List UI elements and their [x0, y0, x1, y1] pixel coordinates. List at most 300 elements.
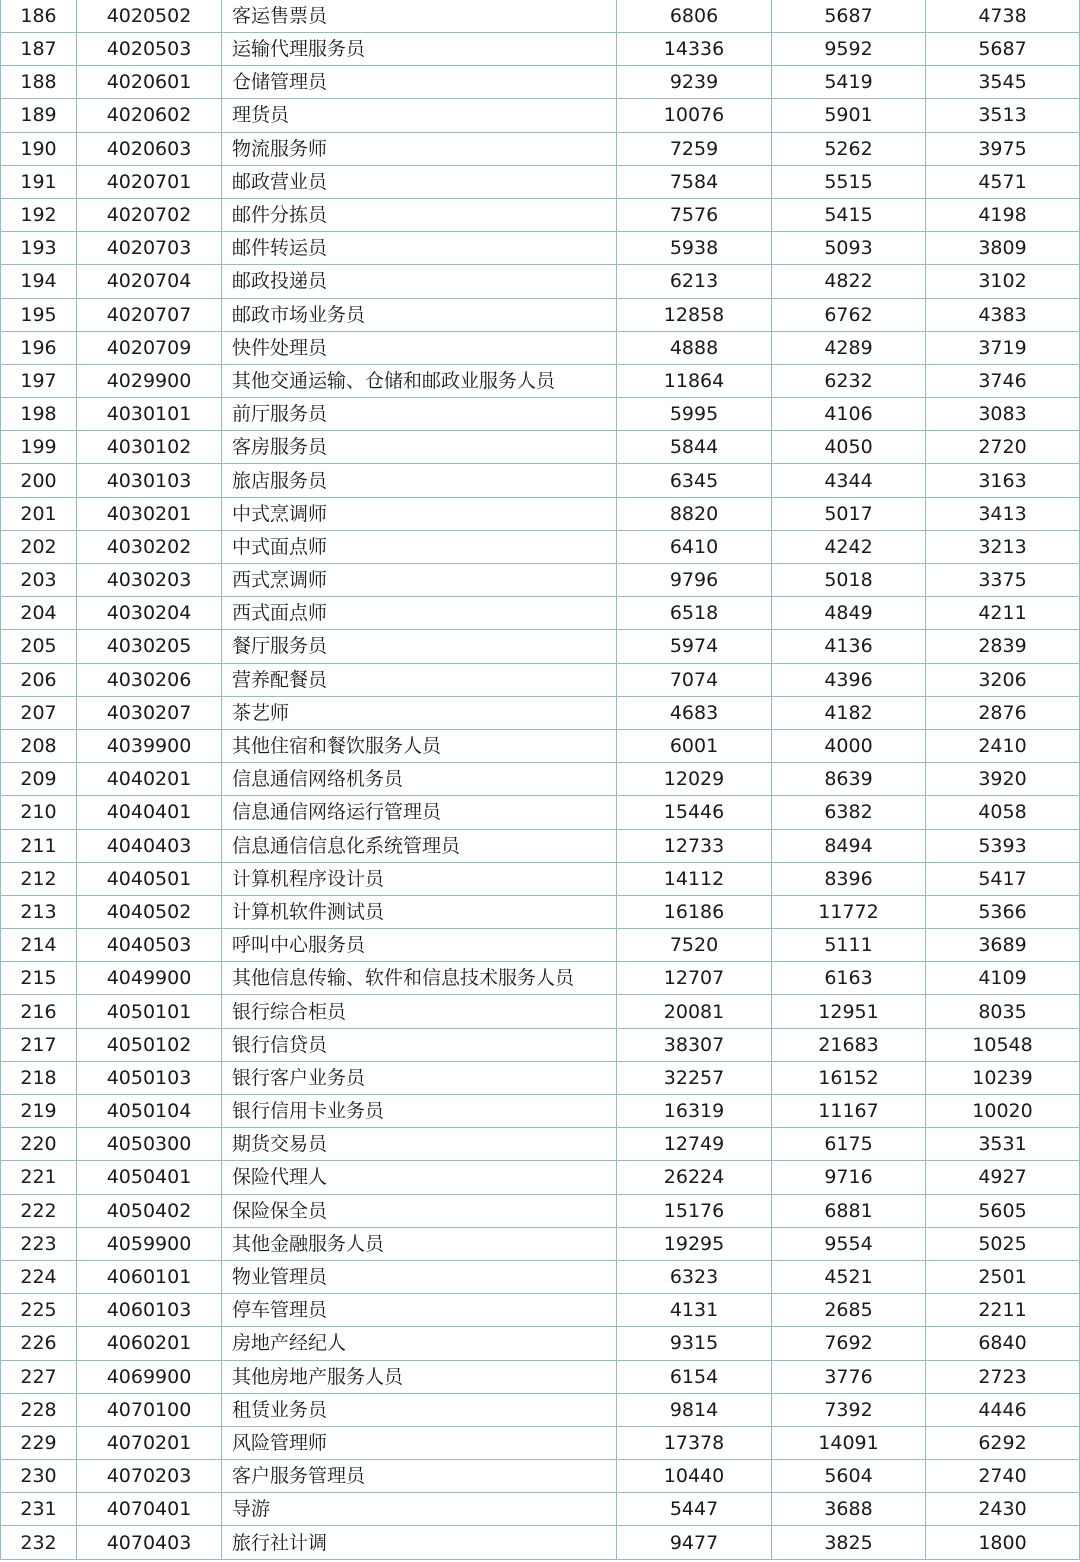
value-median-cell: 4289	[772, 331, 926, 364]
row-number-cell: 190	[1, 132, 77, 165]
table-row	[1, 1061, 1080, 1094]
occupation-name-cell: 风险管理师	[222, 1426, 617, 1459]
occupation-code-cell: 4020704	[77, 265, 222, 298]
occupation-code-cell: 4050300	[77, 1128, 222, 1161]
value-high-cell: 12029	[617, 763, 772, 796]
table-row	[1, 829, 1080, 862]
value-high-cell: 5844	[617, 431, 772, 464]
occupation-name-cell: 邮件分拣员	[222, 198, 617, 231]
occupation-name-cell: 茶艺师	[222, 696, 617, 729]
table-row	[1, 198, 1080, 231]
value-median-cell: 9554	[772, 1227, 926, 1260]
value-low-cell: 5393	[926, 829, 1080, 862]
row-number-cell: 211	[1, 829, 77, 862]
occupation-name-cell: 客运售票员	[222, 0, 617, 33]
occupation-name-cell: 物流服务师	[222, 132, 617, 165]
row-number-cell: 228	[1, 1393, 77, 1426]
value-low-cell: 2410	[926, 729, 1080, 762]
value-low-cell: 5605	[926, 1194, 1080, 1227]
table-row	[1, 0, 1080, 33]
occupation-code-cell: 4070203	[77, 1460, 222, 1493]
table-row	[1, 364, 1080, 397]
occupation-code-cell: 4030204	[77, 597, 222, 630]
table-row	[1, 33, 1080, 66]
table-row	[1, 1128, 1080, 1161]
table-row	[1, 1360, 1080, 1393]
occupation-code-cell: 4050402	[77, 1194, 222, 1227]
occupation-code-cell: 4050103	[77, 1061, 222, 1094]
value-high-cell: 4131	[617, 1294, 772, 1327]
value-high-cell: 7584	[617, 165, 772, 198]
value-low-cell: 3375	[926, 564, 1080, 597]
table-row	[1, 1526, 1080, 1559]
value-low-cell: 2876	[926, 696, 1080, 729]
row-number-cell: 209	[1, 763, 77, 796]
value-median-cell: 2685	[772, 1294, 926, 1327]
value-median-cell: 14091	[772, 1426, 926, 1459]
value-median-cell: 9592	[772, 33, 926, 66]
value-median-cell: 5018	[772, 564, 926, 597]
table-row	[1, 165, 1080, 198]
value-median-cell: 3688	[772, 1493, 926, 1526]
occupation-code-cell: 4020601	[77, 66, 222, 99]
occupation-code-cell: 4060201	[77, 1327, 222, 1360]
value-high-cell: 10440	[617, 1460, 772, 1493]
value-low-cell: 3545	[926, 66, 1080, 99]
occupation-name-cell: 其他交通运输、仓储和邮政业服务人员	[222, 364, 617, 397]
value-median-cell: 8396	[772, 862, 926, 895]
row-number-cell: 202	[1, 530, 77, 563]
row-number-cell: 193	[1, 232, 77, 265]
value-median-cell: 6175	[772, 1128, 926, 1161]
row-number-cell: 225	[1, 1294, 77, 1327]
occupation-name-cell: 邮政投递员	[222, 265, 617, 298]
occupation-code-cell: 4040401	[77, 796, 222, 829]
value-median-cell: 7692	[772, 1327, 926, 1360]
row-number-cell: 218	[1, 1061, 77, 1094]
occupation-code-cell: 4040403	[77, 829, 222, 862]
occupation-code-cell: 4020702	[77, 198, 222, 231]
value-median-cell: 4396	[772, 663, 926, 696]
value-low-cell: 2723	[926, 1360, 1080, 1393]
table-row	[1, 1294, 1080, 1327]
value-high-cell: 6323	[617, 1260, 772, 1293]
value-high-cell: 32257	[617, 1061, 772, 1094]
occupation-code-cell: 4070201	[77, 1426, 222, 1459]
table-row	[1, 1493, 1080, 1526]
value-high-cell: 11864	[617, 364, 772, 397]
row-number-cell: 189	[1, 99, 77, 132]
value-high-cell: 4888	[617, 331, 772, 364]
table-row	[1, 1194, 1080, 1227]
value-median-cell: 21683	[772, 1028, 926, 1061]
value-high-cell: 10076	[617, 99, 772, 132]
occupation-code-cell: 4040201	[77, 763, 222, 796]
value-low-cell: 3746	[926, 364, 1080, 397]
value-high-cell: 9796	[617, 564, 772, 597]
occupation-code-cell: 4040503	[77, 929, 222, 962]
occupation-code-cell: 4039900	[77, 729, 222, 762]
value-median-cell: 5687	[772, 0, 926, 33]
row-number-cell: 188	[1, 66, 77, 99]
occupation-name-cell: 银行信用卡业务员	[222, 1095, 617, 1128]
occupation-name-cell: 快件处理员	[222, 331, 617, 364]
table-row	[1, 1095, 1080, 1128]
table-row	[1, 1393, 1080, 1426]
value-median-cell: 3776	[772, 1360, 926, 1393]
value-low-cell: 8035	[926, 995, 1080, 1028]
row-number-cell: 201	[1, 497, 77, 530]
occupation-code-cell: 4020603	[77, 132, 222, 165]
occupation-code-cell: 4020503	[77, 33, 222, 66]
table-row	[1, 431, 1080, 464]
value-high-cell: 17378	[617, 1426, 772, 1459]
value-high-cell: 6213	[617, 265, 772, 298]
value-high-cell: 6806	[617, 0, 772, 33]
value-high-cell: 6518	[617, 597, 772, 630]
value-median-cell: 8494	[772, 829, 926, 862]
value-high-cell: 12749	[617, 1128, 772, 1161]
value-low-cell: 4927	[926, 1161, 1080, 1194]
value-low-cell: 3531	[926, 1128, 1080, 1161]
table-row	[1, 862, 1080, 895]
table-row	[1, 696, 1080, 729]
value-high-cell: 8820	[617, 497, 772, 530]
table-row	[1, 796, 1080, 829]
row-number-cell: 230	[1, 1460, 77, 1493]
row-number-cell: 186	[1, 0, 77, 33]
row-number-cell: 212	[1, 862, 77, 895]
row-number-cell: 198	[1, 398, 77, 431]
value-median-cell: 6382	[772, 796, 926, 829]
occupation-name-cell: 停车管理员	[222, 1294, 617, 1327]
table-row	[1, 1161, 1080, 1194]
row-number-cell: 217	[1, 1028, 77, 1061]
occupation-name-cell: 邮政营业员	[222, 165, 617, 198]
occupation-code-cell: 4040502	[77, 895, 222, 928]
value-high-cell: 16186	[617, 895, 772, 928]
row-number-cell: 194	[1, 265, 77, 298]
value-high-cell: 6345	[617, 464, 772, 497]
occupation-name-cell: 营养配餐员	[222, 663, 617, 696]
table-row	[1, 962, 1080, 995]
value-high-cell: 9239	[617, 66, 772, 99]
value-median-cell: 6881	[772, 1194, 926, 1227]
occupation-name-cell: 信息通信网络机务员	[222, 763, 617, 796]
occupation-code-cell: 4030101	[77, 398, 222, 431]
value-median-cell: 5017	[772, 497, 926, 530]
row-number-cell: 224	[1, 1260, 77, 1293]
occupation-name-cell: 西式面点师	[222, 597, 617, 630]
occupation-name-cell: 西式烹调师	[222, 564, 617, 597]
value-median-cell: 4822	[772, 265, 926, 298]
table-row	[1, 1460, 1080, 1493]
value-low-cell: 5417	[926, 862, 1080, 895]
value-high-cell: 7074	[617, 663, 772, 696]
occupation-code-cell: 4030103	[77, 464, 222, 497]
occupation-code-cell: 4069900	[77, 1360, 222, 1393]
value-low-cell: 10020	[926, 1095, 1080, 1128]
occupation-name-cell: 其他住宿和餐饮服务人员	[222, 729, 617, 762]
row-number-cell: 220	[1, 1128, 77, 1161]
value-median-cell: 8639	[772, 763, 926, 796]
occupation-code-cell: 4020703	[77, 232, 222, 265]
value-low-cell: 10548	[926, 1028, 1080, 1061]
occupation-code-cell: 4040501	[77, 862, 222, 895]
value-high-cell: 7259	[617, 132, 772, 165]
value-low-cell: 2740	[926, 1460, 1080, 1493]
value-median-cell: 16152	[772, 1061, 926, 1094]
occupation-name-cell: 中式面点师	[222, 530, 617, 563]
value-high-cell: 20081	[617, 995, 772, 1028]
occupation-name-cell: 邮件转运员	[222, 232, 617, 265]
table-row	[1, 464, 1080, 497]
row-number-cell: 222	[1, 1194, 77, 1227]
row-number-cell: 191	[1, 165, 77, 198]
value-high-cell: 14336	[617, 33, 772, 66]
value-low-cell: 4571	[926, 165, 1080, 198]
table-row	[1, 398, 1080, 431]
value-high-cell: 7520	[617, 929, 772, 962]
value-median-cell: 4849	[772, 597, 926, 630]
occupation-name-cell: 银行信贷员	[222, 1028, 617, 1061]
occupation-code-cell: 4020602	[77, 99, 222, 132]
occupation-code-cell: 4050401	[77, 1161, 222, 1194]
table-row	[1, 331, 1080, 364]
occupation-name-cell: 信息通信网络运行管理员	[222, 796, 617, 829]
value-high-cell: 5447	[617, 1493, 772, 1526]
table-row	[1, 298, 1080, 331]
row-number-cell: 197	[1, 364, 77, 397]
row-number-cell: 199	[1, 431, 77, 464]
occupation-name-cell: 客户服务管理员	[222, 1460, 617, 1493]
value-low-cell: 4446	[926, 1393, 1080, 1426]
value-median-cell: 5093	[772, 232, 926, 265]
value-low-cell: 3213	[926, 530, 1080, 563]
occupation-code-cell: 4029900	[77, 364, 222, 397]
occupation-code-cell: 4020701	[77, 165, 222, 198]
value-median-cell: 11167	[772, 1095, 926, 1128]
table-row	[1, 99, 1080, 132]
value-low-cell: 3413	[926, 497, 1080, 530]
table-row	[1, 663, 1080, 696]
occupation-name-cell: 保险代理人	[222, 1161, 617, 1194]
table-row	[1, 564, 1080, 597]
value-low-cell: 3719	[926, 331, 1080, 364]
occupation-name-cell: 旅店服务员	[222, 464, 617, 497]
value-median-cell: 4182	[772, 696, 926, 729]
value-low-cell: 1800	[926, 1526, 1080, 1559]
value-high-cell: 6154	[617, 1360, 772, 1393]
occupation-name-cell: 邮政市场业务员	[222, 298, 617, 331]
row-number-cell: 187	[1, 33, 77, 66]
occupation-name-cell: 中式烹调师	[222, 497, 617, 530]
row-number-cell: 213	[1, 895, 77, 928]
value-low-cell: 2211	[926, 1294, 1080, 1327]
row-number-cell: 227	[1, 1360, 77, 1393]
value-low-cell: 3689	[926, 929, 1080, 962]
row-number-cell: 226	[1, 1327, 77, 1360]
value-low-cell: 3920	[926, 763, 1080, 796]
row-number-cell: 195	[1, 298, 77, 331]
occupation-code-cell: 4030202	[77, 530, 222, 563]
value-low-cell: 3102	[926, 265, 1080, 298]
table-row	[1, 1028, 1080, 1061]
occupation-name-cell: 计算机软件测试员	[222, 895, 617, 928]
row-number-cell: 214	[1, 929, 77, 962]
occupation-name-cell: 信息通信信息化系统管理员	[222, 829, 617, 862]
value-high-cell: 38307	[617, 1028, 772, 1061]
occupation-name-cell: 仓储管理员	[222, 66, 617, 99]
row-number-cell: 206	[1, 663, 77, 696]
row-number-cell: 232	[1, 1526, 77, 1559]
occupation-name-cell: 银行客户业务员	[222, 1061, 617, 1094]
occupation-name-cell: 前厅服务员	[222, 398, 617, 431]
value-median-cell: 5901	[772, 99, 926, 132]
value-median-cell: 4344	[772, 464, 926, 497]
value-low-cell: 4383	[926, 298, 1080, 331]
occupation-code-cell: 4060101	[77, 1260, 222, 1293]
table-row	[1, 265, 1080, 298]
occupation-name-cell: 旅行社计调	[222, 1526, 617, 1559]
row-number-cell: 204	[1, 597, 77, 630]
value-low-cell: 5366	[926, 895, 1080, 928]
row-number-cell: 215	[1, 962, 77, 995]
occupation-name-cell: 房地产经纪人	[222, 1327, 617, 1360]
row-number-cell: 192	[1, 198, 77, 231]
table-row	[1, 232, 1080, 265]
value-low-cell: 4058	[926, 796, 1080, 829]
row-number-cell: 196	[1, 331, 77, 364]
table-row	[1, 1260, 1080, 1293]
occupation-code-cell: 4050101	[77, 995, 222, 1028]
table-row	[1, 1327, 1080, 1360]
occupation-name-cell: 理货员	[222, 99, 617, 132]
table-row	[1, 995, 1080, 1028]
value-low-cell: 4109	[926, 962, 1080, 995]
table-row	[1, 929, 1080, 962]
value-low-cell: 3163	[926, 464, 1080, 497]
occupation-name-cell: 导游	[222, 1493, 617, 1526]
occupation-code-cell: 4030203	[77, 564, 222, 597]
occupation-code-cell: 4050102	[77, 1028, 222, 1061]
value-low-cell: 3206	[926, 663, 1080, 696]
occupation-name-cell: 其他房地产服务人员	[222, 1360, 617, 1393]
row-number-cell: 207	[1, 696, 77, 729]
row-number-cell: 223	[1, 1227, 77, 1260]
occupation-code-cell: 4030201	[77, 497, 222, 530]
table-row	[1, 763, 1080, 796]
value-low-cell: 2720	[926, 431, 1080, 464]
row-number-cell: 205	[1, 630, 77, 663]
value-median-cell: 6163	[772, 962, 926, 995]
value-high-cell: 12858	[617, 298, 772, 331]
value-median-cell: 4106	[772, 398, 926, 431]
value-high-cell: 7576	[617, 198, 772, 231]
row-number-cell: 200	[1, 464, 77, 497]
value-high-cell: 16319	[617, 1095, 772, 1128]
occupation-name-cell: 运输代理服务员	[222, 33, 617, 66]
occupation-code-cell: 4030207	[77, 696, 222, 729]
value-median-cell: 5604	[772, 1460, 926, 1493]
table-row	[1, 66, 1080, 99]
value-high-cell: 14112	[617, 862, 772, 895]
table-row	[1, 895, 1080, 928]
value-median-cell: 5262	[772, 132, 926, 165]
value-median-cell: 6232	[772, 364, 926, 397]
value-low-cell: 3809	[926, 232, 1080, 265]
value-high-cell: 12707	[617, 962, 772, 995]
value-low-cell: 6292	[926, 1426, 1080, 1459]
row-number-cell: 219	[1, 1095, 77, 1128]
occupation-code-cell: 4049900	[77, 962, 222, 995]
value-high-cell: 19295	[617, 1227, 772, 1260]
occupation-code-cell: 4020707	[77, 298, 222, 331]
value-low-cell: 5687	[926, 33, 1080, 66]
row-number-cell: 208	[1, 729, 77, 762]
row-number-cell: 203	[1, 564, 77, 597]
value-high-cell: 5938	[617, 232, 772, 265]
value-median-cell: 4521	[772, 1260, 926, 1293]
occupation-name-cell: 计算机程序设计员	[222, 862, 617, 895]
occupation-name-cell: 物业管理员	[222, 1260, 617, 1293]
occupation-name-cell: 客房服务员	[222, 431, 617, 464]
table-row	[1, 497, 1080, 530]
value-median-cell: 12951	[772, 995, 926, 1028]
occupation-code-cell: 4059900	[77, 1227, 222, 1260]
value-low-cell: 4211	[926, 597, 1080, 630]
value-median-cell: 11772	[772, 895, 926, 928]
table-row	[1, 597, 1080, 630]
value-low-cell: 5025	[926, 1227, 1080, 1260]
value-high-cell: 9477	[617, 1526, 772, 1559]
occupation-code-cell: 4030205	[77, 630, 222, 663]
value-high-cell: 9315	[617, 1327, 772, 1360]
value-low-cell: 3513	[926, 99, 1080, 132]
value-high-cell: 5974	[617, 630, 772, 663]
occupation-name-cell: 租赁业务员	[222, 1393, 617, 1426]
occupation-name-cell: 其他信息传输、软件和信息技术服务人员	[222, 962, 617, 995]
value-median-cell: 5111	[772, 929, 926, 962]
value-low-cell: 2501	[926, 1260, 1080, 1293]
occupation-code-cell: 4050104	[77, 1095, 222, 1128]
value-median-cell: 9716	[772, 1161, 926, 1194]
occupation-code-cell: 4030102	[77, 431, 222, 464]
value-median-cell: 4050	[772, 431, 926, 464]
value-high-cell: 15446	[617, 796, 772, 829]
row-number-cell: 221	[1, 1161, 77, 1194]
occupation-code-cell: 4030206	[77, 663, 222, 696]
value-low-cell: 2430	[926, 1493, 1080, 1526]
occupation-code-cell: 4070403	[77, 1526, 222, 1559]
value-high-cell: 26224	[617, 1161, 772, 1194]
occupation-code-cell: 4070100	[77, 1393, 222, 1426]
table-row	[1, 1227, 1080, 1260]
occupation-name-cell: 餐厅服务员	[222, 630, 617, 663]
value-low-cell: 3083	[926, 398, 1080, 431]
occupation-name-cell: 保险保全员	[222, 1194, 617, 1227]
value-median-cell: 6762	[772, 298, 926, 331]
occupation-code-cell: 4020502	[77, 0, 222, 33]
occupation-code-cell: 4070401	[77, 1493, 222, 1526]
row-number-cell: 229	[1, 1426, 77, 1459]
table-row	[1, 729, 1080, 762]
value-high-cell: 5995	[617, 398, 772, 431]
value-high-cell: 6001	[617, 729, 772, 762]
occupation-name-cell: 其他金融服务人员	[222, 1227, 617, 1260]
row-number-cell: 210	[1, 796, 77, 829]
row-number-cell: 231	[1, 1493, 77, 1526]
